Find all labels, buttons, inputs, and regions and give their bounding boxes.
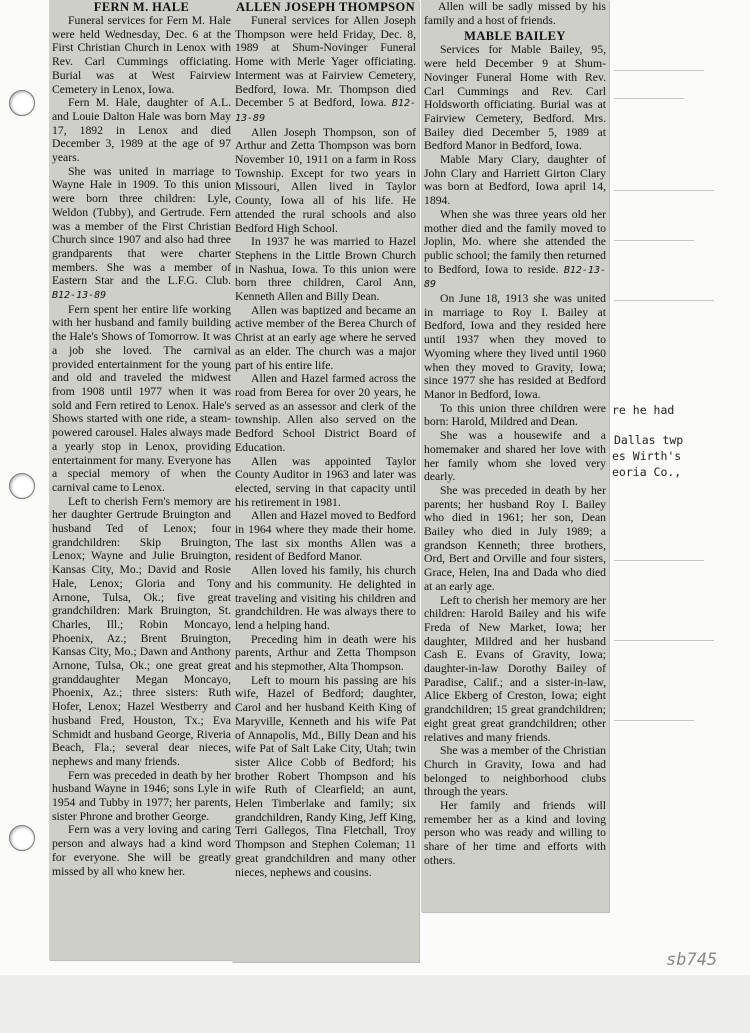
obituary-paragraph: Allen and Hazel farmed across the road from Berea for over 20 years, he served as an assessor and clerk of the township. Allen also served on the Bedford School District Board of Education. xyxy=(235,372,416,454)
scan-background xyxy=(0,975,750,1033)
punch-hole xyxy=(9,825,35,851)
obituary-paragraph: She was a housewife and a homemaker and shared her love with her family whom she loved very dearly. xyxy=(424,429,606,484)
underlying-rule xyxy=(614,240,694,241)
underlying-rule xyxy=(614,300,714,301)
obituary-paragraph: Allen and Hazel moved to Bedford in 1964 where they made their home. The last six months Allen was a resident of Bedford Manor. xyxy=(235,509,416,564)
paragraph-text: She was united in marriage to Wayne Hale in 1909. To this union were born three children: Lyle, Weldon (Tubby), and Gertrude. Fern was a member of the First Christian Church since 1907 and also had three grandparents that were charter members. She was a member of Eastern Star and the L.F.G. Club. xyxy=(52,164,231,288)
underlying-rule xyxy=(614,560,704,561)
obituary-paragraph: Allen loved his family, his church and his community. He delighted in traveling and visiting his children and grandchildren. He was always there to lend a helping hand. xyxy=(235,564,416,632)
obituary-title: FERN M. HALE xyxy=(93,0,190,14)
paragraph-text: Funeral services for Allen Joseph Thompson were held Friday, Dec. 8, 1989 at Shum-Novinger Funeral Home with Merle Yager officiating. Interment was at Fairview Cemetery, Bedford, Iowa. Mr. Thompson died December 5 at Bedford, Iowa. xyxy=(235,14,416,110)
obituary-paragraph: Allen Joseph Thompson, son of Arthur and Zetta Thompson was born November 10, 1911 on a farm in Ross Township. Except for two years in Missouri, Allen lived in Taylor County, Iowa all of his life. He attended the rural schools and also Bedford High School. xyxy=(235,125,416,235)
obituary-mable-bailey xyxy=(421,0,609,912)
obituary-paragraph: In 1937 he was married to Hazel Stephens in the Little Brown Church in Nashua, Iowa. To this union were born three children, Carol Ann, Kenneth Allen and Billy Dean. xyxy=(235,235,416,304)
obituary-title: ALLEN JOSEPH THOMPSON xyxy=(235,0,416,14)
obituary-paragraph: Fern was preceded in death by her husband Wayne in 1946; sons Lyle in 1954 and Tubby in 1977; her parents, sister Phrone and brother George. xyxy=(52,768,231,823)
obituary-lead-in: Allen will be sadly missed by his family and a host of friends. xyxy=(424,0,606,27)
obituary-paragraph xyxy=(235,14,416,126)
obituary-paragraph: Preceding him in death were his parents, Arthur and Zetta Thompson and his stepmother, Alta Thompson. xyxy=(235,632,416,674)
obituary-paragraph: Fern spent her entire life working with her husband and family building the Hale's Shows of Tomorrow. It was a job she loved. The carnival provided entertainment for the young and old and traveled the midwest from 1908 until 1977 when it was sold and Fern retired to Lenox. Hale's Shows started with one ride, a steam-powered carousel. Hales always made a yearly stop in Lenox, providing entertainment for many. Everyone has a special memory of when the carnival came to Lenox. xyxy=(52,302,231,494)
underlying-record-line: Dallas twp xyxy=(614,433,684,447)
paragraph-text: When she was three years old her mother died and the family moved to Joplin, Mo. where she attended the public school; the family then returned to Bedford, Iowa to reside. xyxy=(424,207,606,276)
obituary-paragraph: Left to mourn his passing are his wife, Hazel of Bedford; daughter, Carol and her husband Keith King of Maryville, Kenneth and his wife Pat of Annapolis, Md., Billy Dean and his wife Pat of Salt Lake City, Utah; twin sister Alice Cobb of Bedford; his brother Robert Thompson and his wife Ruth of Clearfield; an aunt, Helen Timberlake and family; six grandchildren, Randy King, Jeff King, Terri Gallegos, Tina Fletchall, Troy Thompson and Stephen Coleman; 11 great grandchildren and many other nieces, nephews and cousins. xyxy=(235,673,416,879)
obituary-paragraph: Services for Mable Bailey, 95, were held December 9 at Shum-Novinger Funeral Home with Rev. Carl Cummings and Rev. Carl Holdsworth officiating. Burial was at Fairview Cemetery, Bedford. Mrs. Bailey died December 5, 1989 at Bedford Manor in Bedford, Iowa. xyxy=(424,43,606,153)
obituary-paragraph: Allen was appointed Taylor County Auditor in 1963 and later was elected, serving in that capacity until his retirement in 1981. xyxy=(235,454,416,509)
handwritten-date: B12-13-89 xyxy=(235,98,416,124)
underlying-record-line: re he had xyxy=(612,403,675,417)
punch-hole xyxy=(9,473,35,499)
handwritten-date: B12-13-89 xyxy=(424,264,606,291)
underlying-record-line: eoria Co., xyxy=(612,465,682,479)
obituary-paragraph: Mable Mary Clary, daughter of John Clary and Harriett Girton Clary was born at Bedford, Iowa april 14, 1894. xyxy=(424,153,606,208)
underlying-record-line: es Wirth's xyxy=(612,449,682,463)
obituary-fern-hale xyxy=(49,0,234,960)
obituary-paragraph: She was preceded in death by her parents; her husband Roy I. Bailey who died in 1961; her son, Dean Bailey who died in July 1989; a grandson Kenneth; three brothers, Ord, Bert and Orville and four sisters, Grace, Helen, Ina and Dada who died at an early age. xyxy=(424,483,606,593)
obituary-allen-thompson xyxy=(232,0,419,962)
underlying-rule xyxy=(614,720,694,721)
underlying-rule xyxy=(614,190,714,191)
obituary-paragraph: Left to cherish Fern's memory are her daughter Gertrude Bruington and husband Ted of Lenox; four grandchildren: Skip Bruington, Lenox; Wayne and Julie Bruington, Kansas City, Mo.; David and Rosie Hale, Lenox; Gloria and Tony Arnone, Tulsa, Ok.; five great grandchildren: Mark Bruington, St. Charles, Ill.; Robin Moncayo, Phoenix, Az.; Brent Bruington, Kansas City, Mo.; Dawn and Anthony Arnone, Tulsa, Ok.; one great great granddaughter Megan Moncayo, Phoenix, Az.; three sisters: Ruth Hofer, Lenox; Hazel Westberry and husband Fred, Houston, Tx.; Eva Schmidt and husband George, Riveria Beach, Fla.; several dear nieces, nephews and many friends. xyxy=(52,494,231,768)
obituary-paragraph: Left to cherish her memory are her children: Harold Bailey and his wife Freda of New Market, Iowa; her daughter, Mildred and her husband Cash E. Evans of Gravity, Iowa; daughter-in-law Dorothy Bailey of Paradise, Calif.; and a sister-in-law, Alice Ekberg of Creston, Iowa; eight grandchildren; 15 great grandchildren; eight great great grandchildren; other relatives and many friends. xyxy=(424,593,606,744)
handwritten-date: B12-13-89 xyxy=(52,290,107,302)
obituary-paragraph: On June 18, 1913 she was united in marriage to Roy I. Bailey at Bedford, Iowa and they resided here until 1937 when they moved to Wyoming where they lived until 1960 when they moved to Gravity, Iowa; since 1977 she has resided at Bedford Manor in Bedford, Iowa. xyxy=(424,292,606,401)
obituary-paragraph: Her family and friends will remember her as a kind and loving person who was ready and willing to share of her time and efforts with others. xyxy=(424,799,606,867)
obituary-paragraph: She was a member of the Christian Church in Gravity, Iowa and had belonged to neighborhood clubs through the years. xyxy=(424,744,606,799)
obituary-paragraph: Fern M. Hale, daughter of A.L. and Louie Dalton Hale was born May 17, 1892 in Lenox and died December 3, 1989 at the age of 97 years. xyxy=(52,96,231,165)
obituary-title: MABLE BAILEY xyxy=(464,29,566,44)
obituary-paragraph xyxy=(424,208,606,292)
punch-hole xyxy=(9,90,35,116)
catalog-number: sb745 xyxy=(666,950,718,970)
obituary-paragraph: Fern was a very loving and caring person and always had a kind word for everyone. She will be greatly missed by all who knew her. xyxy=(52,823,231,878)
underlying-rule xyxy=(614,640,714,641)
underlying-rule xyxy=(614,98,684,99)
obituary-paragraph: Funeral services for Fern M. Hale were held Wednesday, Dec. 6 at the First Christian Church in Lenox with Rev. Carl Cummings officiating. Burial was at West Fairview Cemetery in Lenox, Iowa. xyxy=(52,14,231,96)
obituary-paragraph: Allen was baptized and became an active member of the Berea Church of Christ at an early age where he served as an elder. The church was a major part of his entire life. xyxy=(235,303,416,372)
obituary-paragraph: To this union three children were born: Harold, Mildred and Dean. xyxy=(424,401,606,429)
obituary-paragraph xyxy=(52,165,231,303)
underlying-rule xyxy=(614,70,704,71)
